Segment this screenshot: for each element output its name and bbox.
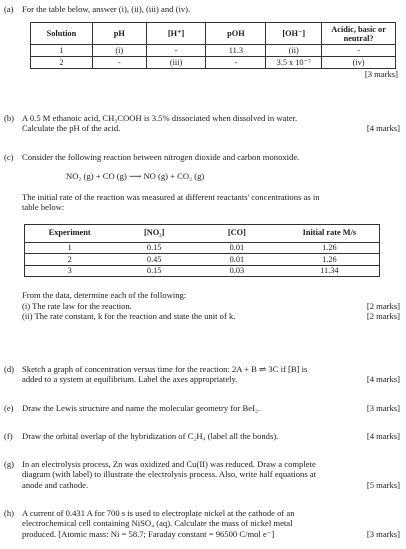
question-label: (g) (4, 459, 15, 469)
question-text: added to a system at equilibrium. Label the axes appropriately. (22, 374, 238, 385)
question-text: The initial rate of the reaction was measured at different reactants' concentrations as in (22, 191, 320, 202)
question-d (0, 364, 406, 385)
table-header-row (31, 23, 396, 45)
rate-data-table (24, 224, 380, 278)
marks: [4 marks] (366, 123, 400, 134)
question-label: (h) (4, 508, 15, 518)
table-cell: (ii) (266, 45, 322, 57)
question-f (0, 431, 406, 441)
table-cell: 3 (25, 265, 115, 277)
marks: [2 marks] (366, 311, 400, 322)
table-cell: 11.3 (206, 45, 266, 57)
question-text: electrochemical cell containing NiSO₄ (aq). Calculate the mass of nickel metal (22, 518, 293, 529)
question-c (0, 152, 406, 322)
table-cell: 11.34 (280, 265, 380, 277)
table-row (25, 265, 380, 277)
table-header: [CO] (194, 224, 280, 242)
acid-base-table (30, 22, 396, 69)
question-a (0, 4, 406, 80)
table-cell: 0.01 (194, 242, 280, 254)
table-cell: - (322, 45, 396, 57)
table-cell: 1.26 (280, 242, 380, 254)
table-cell: 0.15 (114, 242, 194, 254)
table-cell: 2 (31, 57, 93, 69)
question-text: Draw the orbital overlap of the hybridization of C₂H₄ (label all the bonds). (22, 431, 279, 441)
table-cell: (i) (92, 45, 146, 57)
reaction-equation: NO₂ (g) + CO (g) ⟶ NO (g) + CO₂ (g) (66, 171, 205, 182)
question-text: Calculate the pH of the acid. (22, 123, 121, 134)
table-header: [H⁺] (146, 23, 206, 45)
question-text: produced. [Atomic mass: Ni = 58.7; Faraday constant = 96500 C/mol e⁻] (22, 528, 275, 539)
question-label: (b) (4, 113, 15, 123)
table-header: [OH⁻] (266, 23, 322, 45)
question-e (0, 403, 406, 413)
table-cell: 1.26 (280, 254, 380, 266)
question-text: Consider the following reaction between nitrogen dioxide and carbon monoxide. (22, 152, 300, 162)
table-cell: 0.15 (114, 265, 194, 277)
table-row (31, 45, 396, 57)
table-cell: (iv) (322, 57, 396, 69)
table-header: Acidic, basic or neutral? (322, 23, 396, 45)
question-text: A current of 0.431 A for 700 s is used to electroplate nickel at the cathode of an (22, 508, 295, 518)
table-cell: 0.01 (194, 254, 280, 266)
question-b (0, 113, 406, 134)
question-text: Draw the Lewis structure and name the molecular geometry for BeI₂. (22, 403, 261, 413)
table-header: pOH (206, 23, 266, 45)
question-g (0, 459, 406, 490)
table-header-row (25, 224, 380, 242)
question-label: (e) (4, 403, 14, 413)
marks: [4 marks] (366, 374, 400, 385)
question-text: In an electrolysis process, Zn was oxidized and Cu(II) was reduced. Draw a complete (22, 459, 316, 469)
marks: [5 marks] (366, 479, 400, 490)
table-cell: 2 (25, 254, 115, 266)
marks: [3 marks] (364, 69, 398, 80)
question-text: diagram (with label) to illustrate the electrolysis process. Also, write half equations at (22, 469, 317, 480)
question-label: (f) (4, 431, 13, 441)
question-h (0, 508, 406, 539)
sub-question: (i) The rate law for the reaction. (22, 300, 132, 311)
table-cell: 0.03 (194, 265, 280, 277)
table-cell: - (92, 57, 146, 69)
marks: [4 marks] (366, 431, 400, 441)
table-cell: 0.45 (114, 254, 194, 266)
question-text: From the data, determine each of the following: (22, 290, 187, 301)
table-cell: - (146, 45, 206, 57)
sub-question: (ii) The rate constant, k for the reaction and state the unit of k. (22, 311, 236, 322)
table-row (25, 242, 380, 254)
marks: [3 marks] (366, 528, 400, 539)
question-text: Sketch a graph of concentration versus time for the reaction: 2A + B ⇌ 3C if [B] is (22, 364, 308, 374)
table-header: [NO₂] (114, 224, 194, 242)
marks: [3 marks] (366, 403, 400, 413)
question-text: A 0.5 M ethanoic acid, CH₃COOH is 3.5% dissociated when dissolved in water. (22, 113, 298, 123)
question-label: (a) (4, 4, 14, 14)
table-row (31, 57, 396, 69)
table-cell: 1 (31, 45, 93, 57)
table-header: pH (92, 23, 146, 45)
table-row (25, 254, 380, 266)
question-label: (d) (4, 364, 15, 374)
table-cell: (iii) (146, 57, 206, 69)
table-cell: 3.5 x 10⁻⁷ (266, 57, 322, 69)
table-header: Initial rate M/s (280, 224, 380, 242)
table-header: Experiment (25, 224, 115, 242)
question-text: table below: (22, 202, 65, 213)
table-cell: - (206, 57, 266, 69)
marks: [2 marks] (366, 300, 400, 311)
table-header: Solution (31, 23, 93, 45)
question-text: anode and cathode. (22, 479, 89, 490)
question-prompt: For the table below, answer (i), (ii), (iii) and (iv). (22, 4, 191, 14)
question-label: (c) (4, 152, 14, 162)
table-cell: 1 (25, 242, 115, 254)
